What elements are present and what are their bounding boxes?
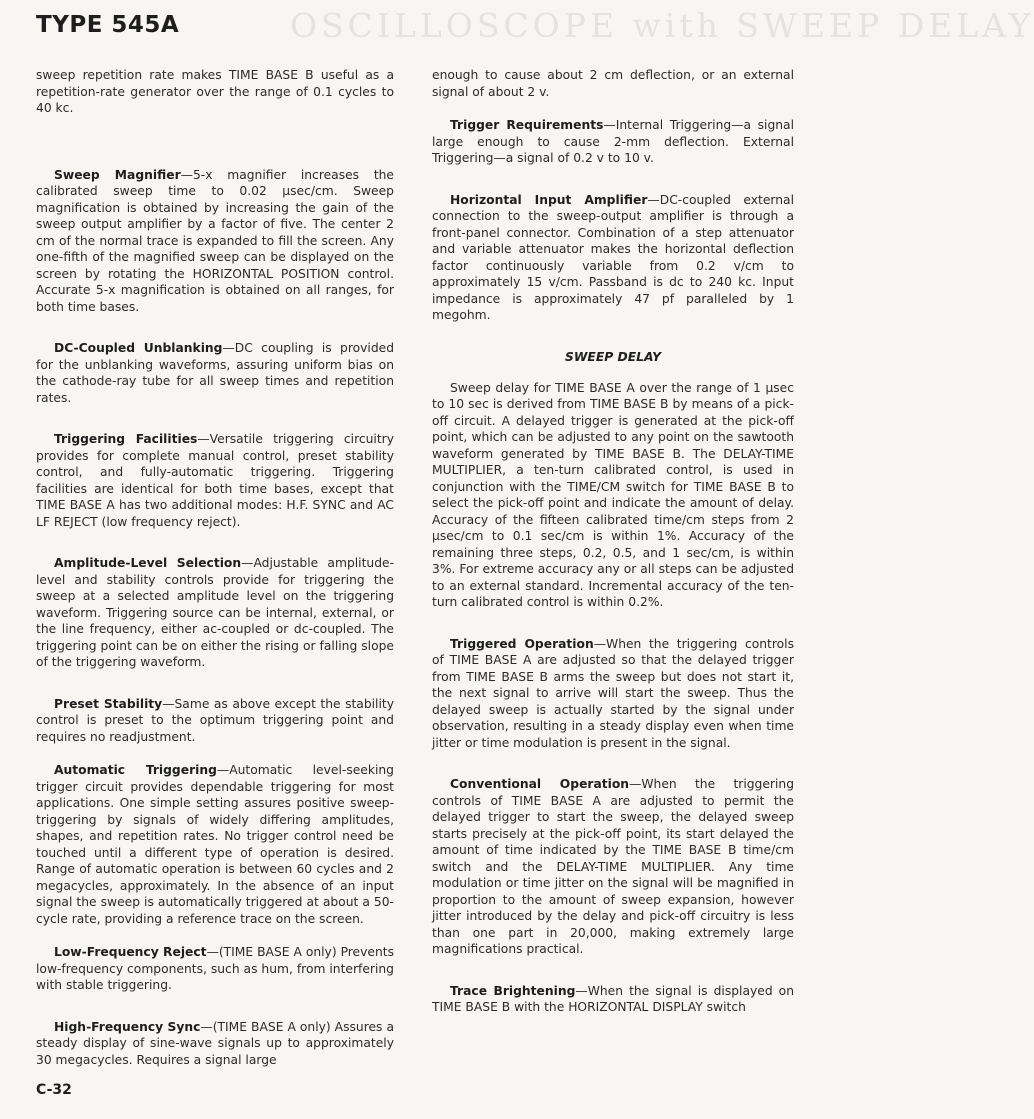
trace-brightening-paragraph <box>432 983 794 1016</box>
lf-reject-body: —(TIME BASE A only) Prevents low-frequency components, such as hum, from interfering with stable triggering. <box>36 945 394 992</box>
hf-sync-body: —(TIME BASE A only) Assures a steady display of sine-wave signals up to approximately 30 megacycles. Requires a signal large <box>36 1019 394 1067</box>
left-column <box>36 67 394 1068</box>
dc-unblanking-paragraph <box>36 340 394 406</box>
hf-sync-paragraph <box>36 1019 394 1069</box>
sweep-magnifier-paragraph <box>36 167 394 316</box>
trigger-requirements-body: —Internal Triggering—a signal large enough to cause 2-mm deflection. External Triggering—a signal of 0.2 v to 10 v. <box>432 118 794 165</box>
triggering-facilities-heading: Triggering Facilities <box>54 432 198 446</box>
triggered-operation-paragraph <box>432 636 794 752</box>
right-column <box>432 67 794 1016</box>
automatic-triggering-paragraph <box>36 762 394 927</box>
dc-unblanking-body: —DC coupling is provided for the unblanking waveforms, assuring uniform bias on the cathode-ray tube for all sweep times and repetition rates. <box>36 341 394 405</box>
lf-reject-paragraph <box>36 944 394 994</box>
amplitude-level-heading: Amplitude-Level Selection <box>54 556 242 570</box>
horizontal-input-paragraph <box>432 192 794 324</box>
page-model-title: TYPE 545A <box>36 12 180 38</box>
amplitude-level-body: —Adjustable amplitude-level and stability controls provide for triggering the sweep at a selected amplitude level on the triggering waveform. Triggering source can be internal, external, or the line frequency, either ac-coupled or dc-coupled. The triggering point can be on either the rising or falling slope of the triggering waveform. <box>36 556 395 669</box>
sweep-delay-paragraph: Sweep delay for TIME BASE A over the range of 1 μsec to 10 sec is derived from TIME BASE B by means of a pick-off circuit. A delayed trigger is generated at the pick-off point, which can be adjusted to any point on the sawtooth waveform generated by TIME BASE B. The DELAY-TIME MULTIPLIER, a ten-turn calibrated control, is used in conjunction with the TIME/CM switch for TIME BASE B to select the pick-off point and indicate the amount of delay. Accuracy of the fifteen calibrated time/cm steps from 2 μsec/cm to 0.1 sec/cm is within 1%. Accuracy of the remaining three steps, 0.2, 0.5, and 1 sec/cm, is within 3%. For extreme accuracy any or all steps can be adjusted to an external standard. Incremental accuracy of the ten-turn calibrated control is within 0.2%. <box>432 380 794 609</box>
horizontal-input-body: —DC-coupled external connection to the sweep-output amplifier is through a front-panel connector. Combination of a step attenuator and variable attenuator makes the horizontal deflection factor continuously variable from 0.2 v/cm to approximately 15 v/cm. Passband is dc to 240 kc. Input impedance is approximately 47 pf paralleled by 1 megohm. <box>432 192 795 322</box>
conventional-operation-body: —When the triggering controls of TIME BASE A are adjusted to permit the delayed trigger to start the sweep, the delayed sweep starts precisely at the pick-off point, its start delayed the amount of time indicated by the TIME BASE B time/cm switch and the DELAY-TIME MULTIPLIER. Any time modulation or time jitter on the signal will be magnified in proportion to the amount of sweep expansion, however jitter introduced by the delay and pick-off circuitry is less than one part in 20,000, making extremely large magnifications practical. <box>432 777 794 956</box>
sweep-magnifier-heading: Sweep Magnifier <box>54 167 181 182</box>
sweep-delay-title: SWEEP DELAY <box>565 349 661 364</box>
ghost-title: OSCILLOSCOPE with SWEEP DELAY <box>290 6 1034 45</box>
amplitude-level-paragraph <box>36 555 394 671</box>
dc-unblanking-heading: DC-Coupled Unblanking <box>54 341 223 355</box>
trace-brightening-heading: Trace Brightening <box>450 983 576 998</box>
automatic-triggering-body: —Automatic level-seeking trigger circuit provides dependable triggering for most applications. One simple setting assures positive sweep-triggering by signals of widely differing amplitudes, shapes, and repetition rates. No trigger control need be touched until a different type of operation is desired. Range of automatic operation is between 60 cycles and 2 megacycles, approximately. In the absence of an input signal the sweep is automatically triggered at about a 50-cycle rate, providing a reference trace on the screen. <box>36 763 394 926</box>
horizontal-input-heading: Horizontal Input Amplifier <box>450 192 648 207</box>
trace-brightening-body: —When the signal is displayed on TIME BASE B with the HORIZONTAL DISPLAY switch <box>432 983 794 1014</box>
triggering-facilities-body: —Versatile triggering circuitry provides for complete manual control, preset stability control, and fully-automatic triggering. Triggering facilities are identical for both time bases, except that TIME BASE A has two additional modes: H.F. SYNC and AC LF REJECT (low frequency reject). <box>36 432 394 529</box>
preset-stability-heading: Preset Stability <box>54 696 163 711</box>
automatic-triggering-heading: Automatic Triggering <box>54 763 217 777</box>
lf-reject-heading: Low-Frequency Reject <box>54 945 207 959</box>
trigger-requirements-paragraph <box>432 117 794 167</box>
preset-stability-paragraph <box>36 696 394 746</box>
triggering-facilities-paragraph <box>36 431 394 530</box>
triggered-operation-body: —When the triggering controls of TIME BASE A are adjusted so that the delayed trigger from TIME BASE B arms the sweep but does not start it, the next signal to arrive will start the sweep. Thus the delayed sweep is actually started by the signal under observation, resulting in a steady display even when time jitter or time modulation is present in the signal. <box>432 636 794 750</box>
conventional-operation-paragraph <box>432 776 794 958</box>
trigger-requirements-heading: Trigger Requirements <box>450 118 604 132</box>
preset-stability-body: —Same as above except the stability control is preset to the optimum triggering point and requires no readjustment. <box>36 696 394 744</box>
triggered-operation-heading: Triggered Operation <box>450 636 594 651</box>
hf-sync-heading: High-Frequency Sync <box>54 1019 201 1034</box>
intro-paragraph: sweep repetition rate makes TIME BASE B useful as a repetition-rate generator over the range of 0.1 cycles to 40 kc. <box>36 68 394 115</box>
continuation-paragraph: enough to cause about 2 cm deflection, or an external signal of about 2 v. <box>432 68 794 99</box>
conventional-operation-heading: Conventional Operation <box>450 777 630 791</box>
sweep-magnifier-body: —5-x magnifier increases the calibrated sweep time to 0.02 μsec/cm. Sweep magnification is obtained by increasing the gain of the sweep output amplifier by a factor of five. The center 2 cm of the normal trace is expanded to fill the screen. Any one-fifth of the magnified sweep can be displayed on the screen by rotating the HORIZONTAL POSITION control. Accurate 5-x magnification is obtained on all ranges, for both time bases. <box>36 167 394 314</box>
page-number: C-32 <box>36 1082 72 1098</box>
